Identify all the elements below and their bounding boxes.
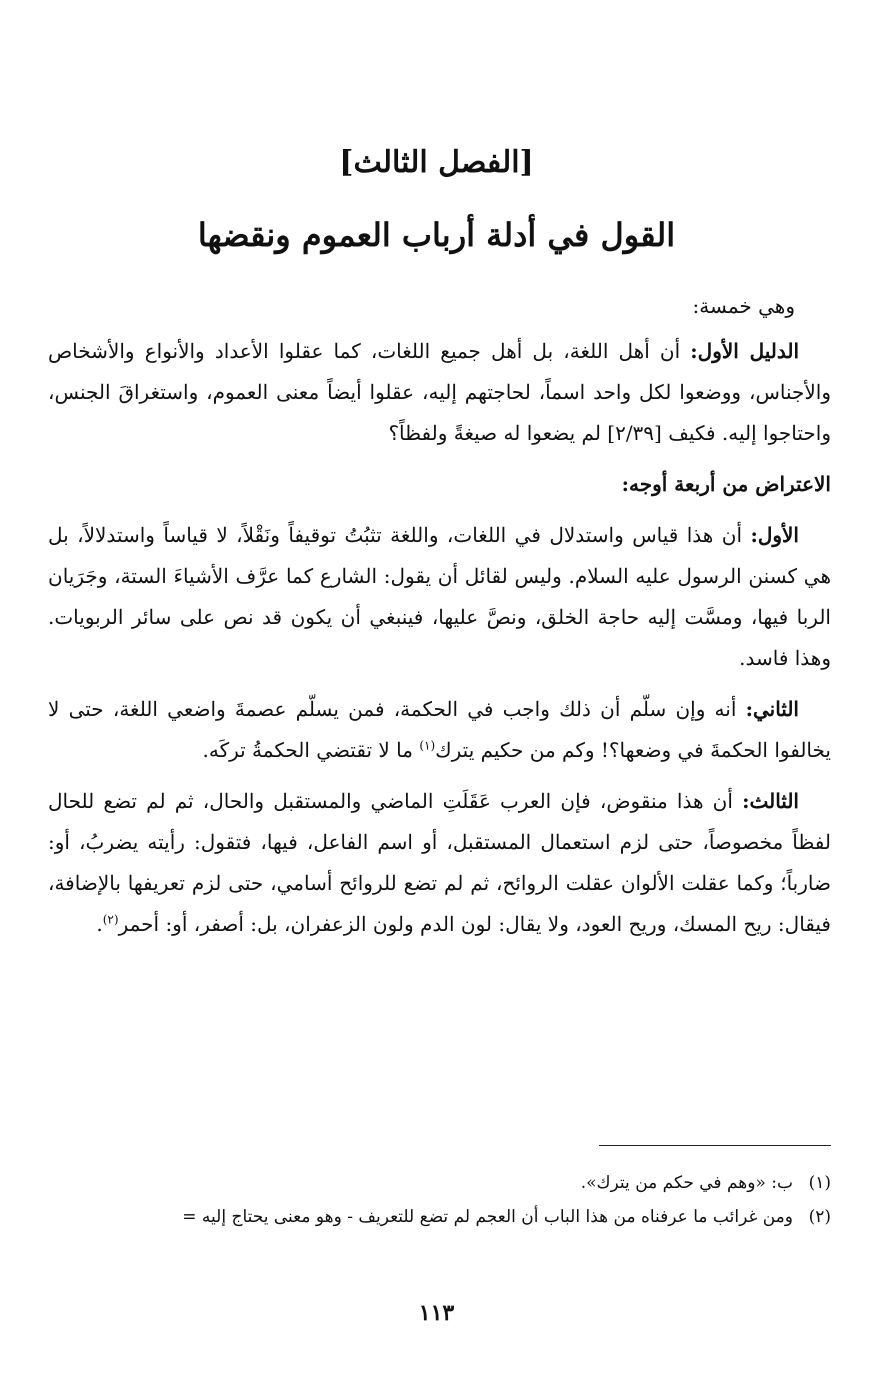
paragraph-text: أن هذا منقوض، فإن العرب عَقَلَتِ الماضي والمستقبل والحال، ثم لم تضع للحال لفظاً مخصوصاً، حتى لزم استعمال المستقبل، أو اسم الفاعل، فيها، فتقول: رأيته يضربُ، أو: ضارباً؛ وكما عقلت الألوان عقلت الروائح، ثم لم تضع للروائح أسامي، حتى لزم تعريفها بالإضافة، فيقال: ريح المسك، وريح العود، ولا يقال: لون الدم ولون الزعفران، بل: أصفر، أو: أحمر [48, 789, 831, 936]
footnotes [40, 1166, 831, 1234]
paragraph-lead: الثاني: [745, 697, 799, 721]
footnote-number: (٢) [808, 1207, 831, 1227]
paragraph-text: أنه وإن سلّم أن ذلك واجب في الحكمة، فمن يسلّم عصمةَ واضعي اللغة، حتى لا يخالفوا الحكمةَ في وضعها؟! وكم من حكيم يترك [48, 697, 831, 762]
objection-heading: الاعتراض من أربعة أوجه: [621, 472, 831, 496]
body-text [48, 286, 831, 955]
paragraph-text: أن هذا قياس واستدلال في اللغات، واللغة تثبُتُ توقيفاً ونَقْلاً، لا قياساً واستدلالاً، بل هي كسنن الرسول عليه السلام. وليس لقائل أن يقول: الشارع كما عرَّف الأشياءَ الستة، وجَرَيان الربا فيها، ومسَّت إليه حاجة الخلق، ونصَّ عليها، فينبغي أن يكون قد نص على سائر الربويات. وهذا فاسد. [48, 523, 831, 670]
footnote-number: (١) [808, 1173, 831, 1193]
paragraph-lead: الدليل الأول: [690, 339, 799, 363]
footnote [40, 1200, 831, 1234]
footnote-text: ب: «وهم في حكم من يترك». [580, 1173, 793, 1193]
footnote-ref: (١) [419, 738, 436, 753]
footnote-text: ومن غرائب ما عرفناه من هذا الباب أن العجم لم تضع للتعريف - وهو معنى يحتاج إليه = [182, 1207, 793, 1227]
intro-line: وهي خمسة: [692, 294, 795, 318]
footnote-ref: (٢) [102, 912, 119, 927]
chapter-title: القول في أدلة أرباب العموم ونقضها [197, 216, 676, 254]
page-number: ١١٣ [418, 1300, 455, 1326]
paragraph-text: أن أهل اللغة، بل أهل جميع اللغات، كما عقلوا الأعداد والأنواع والأشخاص والأجناس، ووضعوا لكل واحد اسماً، لحاجتهم إليه، عقلوا أيضاً معنى العموم، واستغراقَ الجنس، واحتاجوا إليه. فكيف [٢/٣٩] لم يضعوا له صيغةً ولفظاً؟ [48, 339, 831, 445]
paragraph-first-evidence [48, 331, 831, 454]
paragraph-second-objection [48, 689, 831, 771]
paragraph-first-objection [48, 515, 831, 679]
paragraph-lead: الثالث: [742, 789, 799, 813]
paragraph-third-objection [48, 781, 831, 945]
chapter-heading: [الفصل الثالث] [339, 145, 534, 180]
footnote-divider [599, 1145, 831, 1146]
footnote [40, 1166, 831, 1200]
paragraph-text-after: . [96, 912, 103, 936]
paragraph-text-after: ما لا تقتضي الحكمةُ تركَه. [202, 738, 420, 762]
paragraph-lead: الأول: [750, 523, 799, 547]
